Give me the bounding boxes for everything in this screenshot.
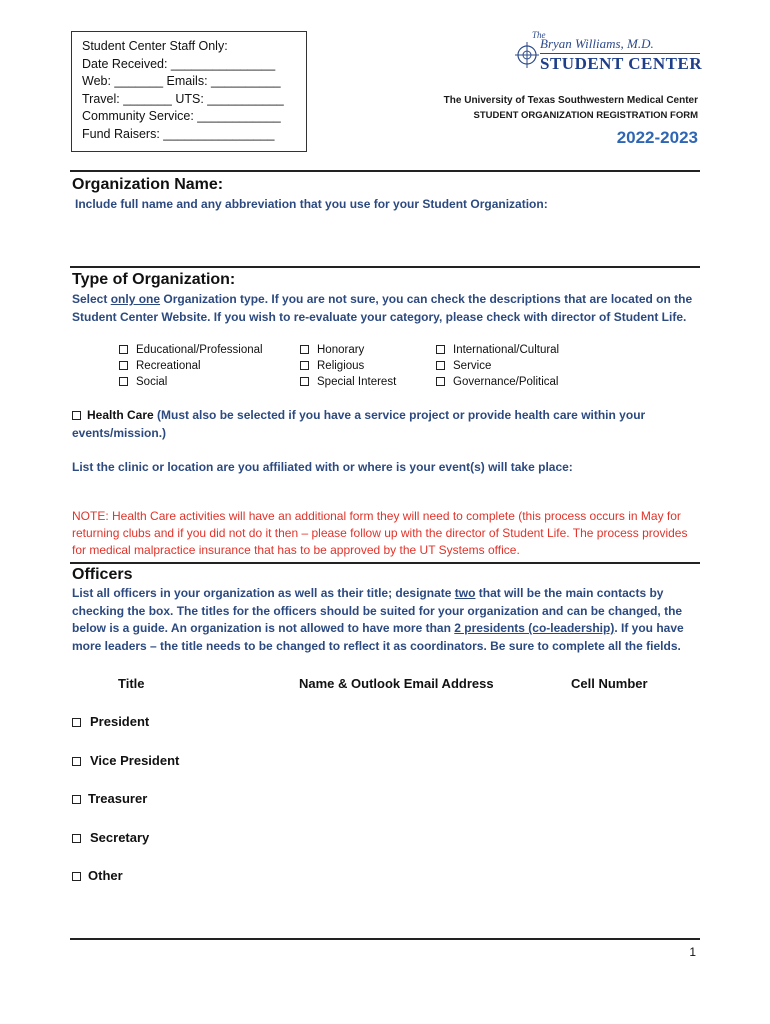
student-center-logo [515,30,705,80]
presidents-emphasis: 2 presidents (co-leadership) [454,621,615,635]
health-care-label: Health Care [87,408,154,422]
travel-uts-field: Travel: _______ UTS: ___________ [82,91,284,106]
type-option[interactable] [119,342,263,358]
org-type-instruction-pre: Select [72,292,111,306]
checkbox-icon[interactable] [72,718,81,727]
org-type-instruction [72,291,702,326]
type-option[interactable] [436,374,559,390]
type-option[interactable] [300,374,396,390]
officer-title: Vice President [90,753,180,768]
type-option[interactable] [300,358,396,374]
type-label: Honorary [317,344,365,356]
type-column-1 [119,342,263,390]
org-type-heading: Type of Organization: [72,271,236,288]
checkbox-icon[interactable] [300,377,309,386]
logo-name: Bryan Williams, M.D. [540,36,654,51]
checkbox-icon[interactable] [72,411,81,420]
type-option[interactable] [119,374,263,390]
clinic-prompt: List the clinic or location are you affiliated with or where is your event(s) will take place: [72,460,573,474]
section-divider [70,170,700,172]
staff-line: Student Center Staff Only: [82,39,228,53]
type-label: Recreational [136,360,201,372]
community-service-field: Community Service: ____________ [82,109,281,123]
type-label: Special Interest [317,376,397,388]
checkbox-icon[interactable] [436,377,445,386]
health-care-note: (Must also be selected if you have a service project or provide health care within your events/mission.) [72,408,646,440]
only-one-emphasis: only one [110,292,161,306]
type-label: Religious [317,360,365,372]
health-care-option[interactable] [72,407,702,442]
staff-only-box [71,31,307,152]
section-divider [70,562,700,564]
form-name: STUDENT ORGANIZATION REGISTRATION FORM [473,110,698,121]
checkbox-icon[interactable] [436,361,445,370]
checkbox-icon[interactable] [300,345,309,354]
col-cell-header: Cell Number [571,676,648,691]
type-label: Service [453,360,492,372]
org-name-heading: Organization Name: [72,176,224,193]
col-title-header: Title [118,676,145,691]
checkbox-icon[interactable] [436,345,445,354]
checkbox-icon[interactable] [72,834,81,843]
type-option[interactable] [119,358,263,374]
officer-row-secretary[interactable] [72,830,149,845]
officers-instruction-1: List all officers in your organization as well as their title; designate [72,586,455,600]
type-label: International/Cultural [453,344,560,356]
web-emails-field: Web: _______ Emails: __________ [82,74,281,88]
checkbox-icon[interactable] [119,361,128,370]
officers-instruction-2: that will be the main contacts by checking the box. The titles for the officers should be suited for your organization and can be changed, the below is a guide. An organization is not allowed to have more than [72,586,683,635]
type-option[interactable] [436,342,559,358]
officer-row-treasurer[interactable] [72,791,147,806]
officers-instruction-3: . If you have more leaders – the title needs to be changed to reflect it as coordinators. Be sure to complete all the fields. [72,621,684,653]
type-option[interactable] [436,358,559,374]
type-option[interactable] [300,342,396,358]
type-column-3 [436,342,559,390]
logo-the: The [532,30,546,40]
compass-icon [515,40,541,70]
col-name-header: Name & Outlook Email Address [299,676,494,691]
type-column-2 [300,342,396,390]
page-number: 1 [689,945,696,959]
university-name: The University of Texas Southwestern Medical Center [443,95,698,106]
footer-divider [70,938,700,940]
checkbox-icon[interactable] [72,872,81,881]
health-care-note-text: NOTE: Health Care activities will have an additional form they will need to complete (this process occurs in May for returning clubs and if you did not do it then – please follow up with the director of Student Life. The process provides for medical malpractice insurance that has to be approved by the UT Systems office. [72,509,688,557]
officer-row-other[interactable] [72,868,123,883]
org-name-instruction: Include full name and any abbreviation that you use for your Student Organization: [75,197,548,211]
checkbox-icon[interactable] [119,345,128,354]
fund-raisers-field: Fund Raisers: ________________ [82,126,275,141]
checkbox-icon[interactable] [119,377,128,386]
checkbox-icon[interactable] [72,757,81,766]
officer-row-vice-president[interactable] [72,753,179,768]
checkbox-icon[interactable] [300,361,309,370]
type-label: Governance/Political [453,376,559,388]
officers-instruction [72,585,702,655]
officer-row-president[interactable] [72,714,149,729]
type-label: Social [136,376,168,388]
officers-heading: Officers [72,566,133,583]
type-label: Educational/Professional [136,344,263,356]
officer-title: Secretary [90,830,150,845]
officer-title: Other [88,868,123,883]
two-emphasis: two [454,586,476,600]
org-type-instruction-post: Organization type. If you are not sure, you can check the descriptions that are located on the Student Center Website. If you wish to re-evaluate your category, please check with director of Student Life. [72,292,693,324]
section-divider [70,266,700,268]
date-received-field: Date Received: _______________ [82,56,276,71]
officer-title: Treasurer [88,791,148,806]
checkbox-icon[interactable] [72,795,81,804]
officer-title: President [90,714,150,729]
form-year: 2022-2023 [616,128,698,147]
logo-main: STUDENT CENTER [540,54,703,73]
